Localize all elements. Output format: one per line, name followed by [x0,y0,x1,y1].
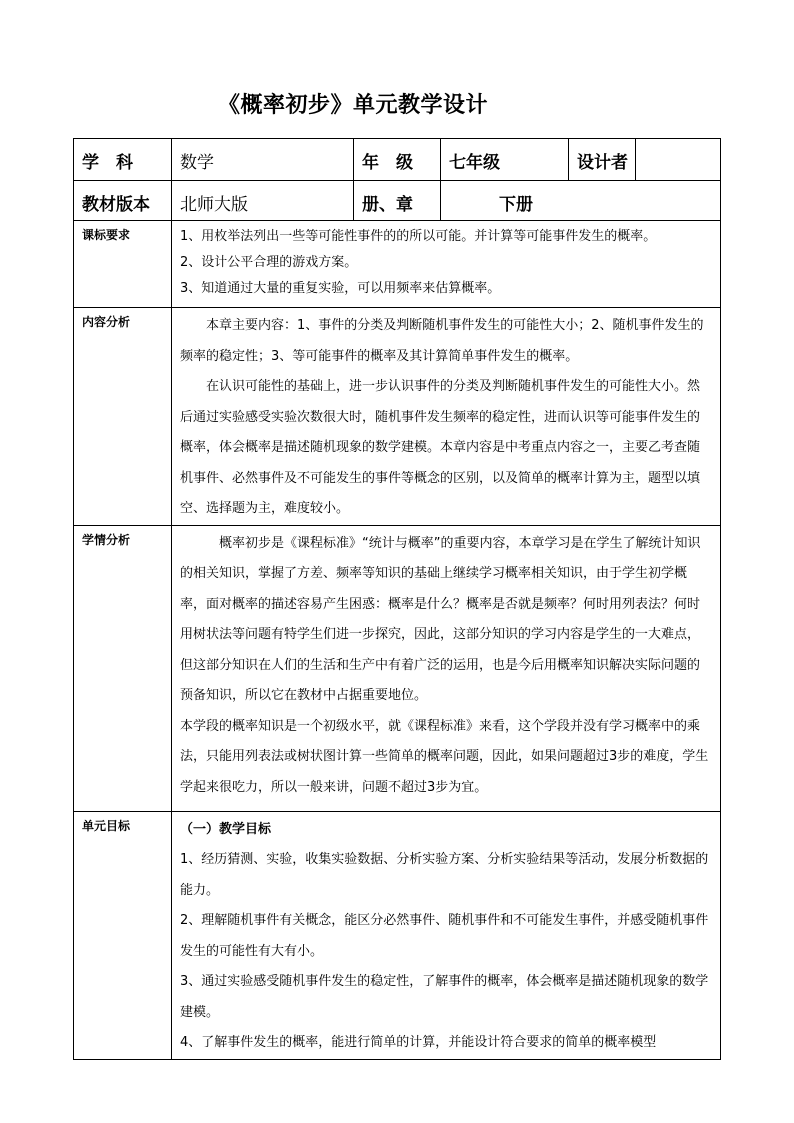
unit-design-table [73,138,721,1060]
grade-label: 年 级 [354,139,441,181]
learner-analysis-paragraph: 本学段的概率知识是一个初级水平，就《课程标准》来看，这个学段并没有学习概率中的乘法，只能用列表法或树状图计算一些简单的概率问题，因此，如果问题超过3步的难度，学生学起来很吃力，所以一般来讲，问题不超过3步为宜。 [180,718,709,795]
unit-goals-content [172,811,721,1059]
table-row-standards [74,221,721,308]
table-row-textbook [74,181,721,221]
table-row-unit-goals [74,811,721,1059]
content-analysis-paragraph: 本章主要内容：1、事件的分类及判断随机事件发生的可能性大小；2、随机事件发生的频率的稳定性；3、等可能事件的概率及其计算简单事件发生的概率。 [180,318,704,364]
document-title: 《概率初步》单元教学设计 [218,93,489,118]
table-row-learner-analysis [74,525,721,811]
learner-analysis-content [172,525,721,811]
standards-label: 课标要求 [74,221,172,308]
learner-analysis-label: 学情分析 [74,525,172,811]
textbook-value: 北师大版 [172,181,354,221]
volume-label: 册、章 [354,181,441,221]
content-analysis-content [172,308,721,526]
unit-goals-label: 单元目标 [74,811,172,1059]
unit-goal-item: 3、通过实验感受随机事件发生的稳定性，了解事件的概率，体会概率是描述随机现象的数学建模。 [180,974,709,1020]
unit-goals-subheading: （一）教学目标 [180,821,272,837]
designer-value [636,139,721,181]
volume-value: 下册 [441,181,721,221]
learner-analysis-paragraph: 概率初步是《课程标准》“统计与概率”的重要内容，本章学习是在学生了解统计知识的相关知识，掌握了方差、频率等知识的基础上继续学习概率相关知识，由于学生初学概率，面对概率的描述容易产生困惑：概率是什么？概率是否就是频率？何时用列表法？何时用树状法等问题有特学生们进一步探究，因此，这部分知识的学习内容是学生的一大难点，但这部分知识在人们的生活和生产中有着广泛的运用，也是今后用概率知识解决实际问题的预备知识，所以它在教材中占据重要地位。 [180,535,701,703]
standards-line: 1、用枚举法列出一些等可能性事件的的所以可能。并计算等可能事件发生的概率。 [180,229,657,244]
subject-value: 数学 [172,139,354,181]
standards-content [172,221,721,308]
subject-label: 学 科 [74,139,172,181]
unit-goal-item: 1、经历猜测、实验，收集实验数据、分析实验方案、分析实验结果等活动，发展分析数据的能力。 [180,852,709,898]
table-row-content-analysis [74,308,721,526]
designer-label: 设计者 [569,139,636,181]
content-analysis-label: 内容分析 [74,308,172,526]
unit-goal-item: 2、理解随机事件有关概念，能区分必然事件、随机事件和不可能发生事件，并感受随机事件发生的可能性有大有小。 [180,913,709,959]
unit-goal-item: 4、了解事件发生的概率，能进行简单的计算，并能设计符合要求的简单的概率模型 [180,1035,657,1050]
table-row-subject [74,139,721,181]
standards-line: 3、知道通过大量的重复实验，可以用频率来估算概率。 [180,281,501,296]
grade-value: 七年级 [441,139,569,181]
standards-line: 2、设计公平合理的游戏方案。 [180,255,358,270]
textbook-label: 教材版本 [74,181,172,221]
content-analysis-paragraph: 在认识可能性的基础上，进一步认识事件的分类及判断随机事件发生的可能性大小。然后通过实验感受实验次数很大时，随机事件发生频率的稳定性，进而认识等可能事件发生的概率，体会概率是描述随机现象的数学建模。本章内容是中考重点内容之一，主要乙考查随机事件、必然事件及不可能发生的事件等概念的区别，以及简单的概率计算为主，题型以填空、选择题为主，难度较小。 [180,379,701,516]
